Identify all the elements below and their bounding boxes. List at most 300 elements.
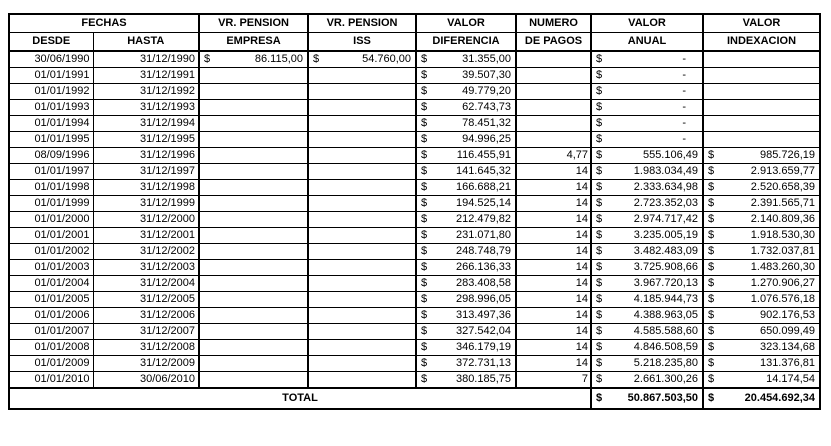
header-group: VALOR xyxy=(591,14,703,33)
cell-empresa xyxy=(199,292,308,308)
currency-symbol: $ xyxy=(421,341,428,353)
cell-anual xyxy=(591,276,703,292)
money-wrap xyxy=(592,132,702,147)
money-wrap xyxy=(704,292,819,307)
cell-hasta: 30/06/2010 xyxy=(93,372,199,389)
currency-symbol: $ xyxy=(596,373,603,385)
cell-desde: 30/06/1990 xyxy=(9,51,93,68)
cell-pagos: 14 xyxy=(516,308,591,324)
cell-iss xyxy=(308,51,416,68)
cell-desde: 01/01/1993 xyxy=(9,100,93,116)
money-wrap xyxy=(592,244,702,259)
money-wrap xyxy=(592,84,702,99)
amount-value: 248.748,79 xyxy=(455,245,512,257)
amount-value: - xyxy=(682,101,687,113)
cell-iss xyxy=(308,276,416,292)
amount-value: 14.174,54 xyxy=(766,373,816,385)
amount-value: - xyxy=(682,117,687,129)
table-row xyxy=(9,276,820,292)
amount-value: 298.996,05 xyxy=(455,293,512,305)
amount-value: 4.185.944,73 xyxy=(633,293,699,305)
cell-pagos xyxy=(516,51,591,68)
cell-hasta: 31/12/2003 xyxy=(93,260,199,276)
currency-symbol: $ xyxy=(421,213,428,225)
amount-value: 4.846.508,59 xyxy=(633,341,699,353)
money-wrap xyxy=(592,260,702,275)
cell-desde: 01/01/2006 xyxy=(9,308,93,324)
cell-hasta: 31/12/1992 xyxy=(93,84,199,100)
amount-value: 131.376,81 xyxy=(759,357,816,369)
cell-anual xyxy=(591,132,703,148)
cell-anual xyxy=(591,148,703,164)
cell-indexacion xyxy=(703,276,820,292)
cell-anual xyxy=(591,244,703,260)
amount-value: 54.760,00 xyxy=(362,53,412,65)
table-row xyxy=(9,132,820,148)
currency-symbol: $ xyxy=(708,277,715,289)
cell-desde: 01/01/1998 xyxy=(9,180,93,196)
amount-value: 86.115,00 xyxy=(254,53,304,65)
cell-pagos: 7 xyxy=(516,372,591,389)
cell-iss xyxy=(308,164,416,180)
cell-indexacion xyxy=(703,260,820,276)
amount-value: 31.355,00 xyxy=(462,53,512,65)
amount-value: 3.725.908,66 xyxy=(633,261,699,273)
currency-symbol: $ xyxy=(421,325,428,337)
money-wrap xyxy=(704,324,819,339)
money-wrap xyxy=(592,52,702,67)
currency-symbol: $ xyxy=(708,149,715,161)
cell-pagos: 14 xyxy=(516,164,591,180)
total-anual-cell xyxy=(591,388,703,409)
currency-symbol: $ xyxy=(596,309,603,321)
table-body xyxy=(9,51,820,388)
cell-anual xyxy=(591,324,703,340)
cell-indexacion xyxy=(703,84,820,100)
amount-value: 1.918.530,30 xyxy=(750,229,816,241)
currency-symbol: $ xyxy=(708,261,715,273)
cell-desde: 01/01/2010 xyxy=(9,372,93,389)
cell-indexacion xyxy=(703,356,820,372)
cell-empresa xyxy=(199,228,308,244)
money-wrap xyxy=(417,116,515,131)
cell-diferencia xyxy=(416,100,516,116)
cell-desde: 01/01/2000 xyxy=(9,212,93,228)
amount-value: - xyxy=(682,85,687,97)
currency-symbol: $ xyxy=(708,309,715,321)
cell-desde: 01/01/2008 xyxy=(9,340,93,356)
amount-value: 2.723.352,03 xyxy=(633,197,699,209)
amount-value: 985.726,19 xyxy=(759,149,816,161)
money-wrap xyxy=(592,196,702,211)
amount-value: 1.732.037,81 xyxy=(750,245,816,257)
cell-desde: 08/09/1996 xyxy=(9,148,93,164)
header-group: VR. PENSION xyxy=(308,14,416,33)
cell-iss xyxy=(308,372,416,389)
cell-empresa xyxy=(199,84,308,100)
cell-hasta: 31/12/2001 xyxy=(93,228,199,244)
currency-symbol: $ xyxy=(596,149,603,161)
cell-hasta: 31/12/2007 xyxy=(93,324,199,340)
cell-indexacion xyxy=(703,228,820,244)
amount-value: 313.497,36 xyxy=(455,309,512,321)
table-row xyxy=(9,212,820,228)
currency-symbol: $ xyxy=(421,53,428,65)
table-row xyxy=(9,180,820,196)
cell-indexacion xyxy=(703,51,820,68)
table-row xyxy=(9,228,820,244)
amount-value: 1.076.576,18 xyxy=(750,293,816,305)
cell-desde: 01/01/2003 xyxy=(9,260,93,276)
money-wrap xyxy=(592,100,702,115)
table-row xyxy=(9,68,820,84)
cell-anual xyxy=(591,100,703,116)
amount-value: 116.455,91 xyxy=(456,149,512,161)
money-wrap xyxy=(592,324,702,339)
cell-empresa xyxy=(199,324,308,340)
money-wrap xyxy=(592,148,702,163)
table-row xyxy=(9,356,820,372)
cell-empresa xyxy=(199,116,308,132)
cell-anual xyxy=(591,51,703,68)
currency-symbol: $ xyxy=(421,277,428,289)
amount-value: 2.391.565,71 xyxy=(750,197,816,209)
money-wrap xyxy=(417,372,515,387)
cell-iss xyxy=(308,116,416,132)
amount-value: 2.913.659,77 xyxy=(750,165,816,177)
cell-iss xyxy=(308,132,416,148)
cell-indexacion xyxy=(703,372,820,389)
cell-diferencia xyxy=(416,372,516,389)
currency-symbol: $ xyxy=(596,53,603,65)
amount-value: 266.136,33 xyxy=(455,261,512,273)
money-wrap xyxy=(309,52,415,67)
cell-anual xyxy=(591,116,703,132)
amount-value: 2.661.300,26 xyxy=(633,373,699,385)
cell-diferencia xyxy=(416,212,516,228)
currency-symbol: $ xyxy=(204,53,211,65)
cell-diferencia xyxy=(416,244,516,260)
cell-indexacion xyxy=(703,340,820,356)
money-wrap xyxy=(417,356,515,371)
currency-symbol: $ xyxy=(708,165,715,177)
cell-diferencia xyxy=(416,340,516,356)
money-wrap xyxy=(592,212,702,227)
table-header xyxy=(9,14,820,51)
table-row xyxy=(9,84,820,100)
cell-anual xyxy=(591,260,703,276)
cell-diferencia xyxy=(416,196,516,212)
column-header-indexacion: INDEXACION xyxy=(703,33,820,52)
currency-symbol: $ xyxy=(708,293,715,305)
money-wrap xyxy=(417,132,515,147)
cell-iss xyxy=(308,84,416,100)
cell-hasta: 31/12/1997 xyxy=(93,164,199,180)
cell-hasta: 31/12/2000 xyxy=(93,212,199,228)
currency-symbol: $ xyxy=(708,392,715,404)
cell-iss xyxy=(308,292,416,308)
currency-symbol: $ xyxy=(596,392,603,404)
cell-iss xyxy=(308,68,416,84)
amount-value: 1.270.906,27 xyxy=(750,277,816,289)
amount-value: 3.235.005,19 xyxy=(633,229,699,241)
money-wrap xyxy=(704,260,819,275)
cell-diferencia xyxy=(416,308,516,324)
cell-indexacion xyxy=(703,196,820,212)
cell-empresa xyxy=(199,100,308,116)
amount-value: 346.179,19 xyxy=(455,341,512,353)
total-anual-value: 50.867.503,50 xyxy=(627,392,699,404)
amount-value: 327.542,04 xyxy=(455,325,512,337)
cell-desde: 01/01/1991 xyxy=(9,68,93,84)
cell-hasta: 31/12/1996 xyxy=(93,148,199,164)
cell-desde: 01/01/2009 xyxy=(9,356,93,372)
total-indexacion-cell xyxy=(703,388,820,409)
cell-hasta: 31/12/1990 xyxy=(93,51,199,68)
cell-desde: 01/01/1992 xyxy=(9,84,93,100)
amount-value: 1.483.260,30 xyxy=(750,261,816,273)
currency-symbol: $ xyxy=(421,245,428,257)
money-wrap xyxy=(417,148,515,163)
cell-desde: 01/01/2002 xyxy=(9,244,93,260)
currency-symbol: $ xyxy=(596,341,603,353)
money-wrap xyxy=(592,372,702,387)
amount-value: 49.779,20 xyxy=(462,85,512,97)
currency-symbol: $ xyxy=(421,373,428,385)
money-wrap xyxy=(592,228,702,243)
cell-desde: 01/01/2004 xyxy=(9,276,93,292)
currency-symbol: $ xyxy=(596,197,603,209)
currency-symbol: $ xyxy=(596,101,603,113)
currency-symbol: $ xyxy=(596,69,603,81)
column-header-iss: ISS xyxy=(308,33,416,52)
cell-anual xyxy=(591,180,703,196)
table-footer xyxy=(9,388,820,409)
currency-symbol: $ xyxy=(596,229,603,241)
money-wrap xyxy=(704,164,819,179)
money-wrap xyxy=(417,180,515,195)
cell-pagos: 14 xyxy=(516,260,591,276)
cell-indexacion xyxy=(703,244,820,260)
money-wrap xyxy=(417,100,515,115)
column-header-pagos: DE PAGOS xyxy=(516,33,591,52)
amount-value: 212.479,82 xyxy=(455,213,512,225)
money-wrap xyxy=(592,116,702,131)
cell-pagos: 14 xyxy=(516,356,591,372)
cell-pagos: 14 xyxy=(516,244,591,260)
money-wrap xyxy=(417,308,515,323)
cell-diferencia xyxy=(416,276,516,292)
cell-diferencia xyxy=(416,260,516,276)
table-row xyxy=(9,292,820,308)
cell-empresa xyxy=(199,196,308,212)
amount-value: 4.388.963,05 xyxy=(633,309,699,321)
amount-value: 78.451,32 xyxy=(462,117,512,129)
header-group: VR. PENSION xyxy=(199,14,308,33)
amount-value: 2.520.658,39 xyxy=(750,181,816,193)
header-row-groups xyxy=(9,14,820,33)
money-wrap xyxy=(704,372,819,387)
cell-anual xyxy=(591,356,703,372)
cell-indexacion xyxy=(703,68,820,84)
table-row xyxy=(9,244,820,260)
cell-anual xyxy=(591,340,703,356)
amount-value: 94.996,25 xyxy=(462,133,512,145)
currency-symbol: $ xyxy=(708,229,715,241)
cell-anual xyxy=(591,164,703,180)
currency-symbol: $ xyxy=(421,293,428,305)
currency-symbol: $ xyxy=(313,53,320,65)
cell-empresa xyxy=(199,68,308,84)
currency-symbol: $ xyxy=(596,181,603,193)
money-wrap xyxy=(417,292,515,307)
cell-indexacion xyxy=(703,180,820,196)
cell-desde: 01/01/1997 xyxy=(9,164,93,180)
cell-pagos: 14 xyxy=(516,324,591,340)
cell-indexacion xyxy=(703,308,820,324)
cell-hasta: 31/12/2002 xyxy=(93,244,199,260)
cell-diferencia xyxy=(416,356,516,372)
cell-iss xyxy=(308,244,416,260)
money-wrap xyxy=(704,196,819,211)
currency-symbol: $ xyxy=(596,213,603,225)
amount-value: - xyxy=(682,69,687,81)
currency-symbol: $ xyxy=(596,261,603,273)
table-row xyxy=(9,51,820,68)
cell-pagos xyxy=(516,132,591,148)
cell-anual xyxy=(591,212,703,228)
header-group: VALOR xyxy=(416,14,516,33)
cell-pagos: 14 xyxy=(516,340,591,356)
money-wrap xyxy=(417,260,515,275)
amount-value: 902.176,53 xyxy=(759,309,816,321)
cell-pagos: 14 xyxy=(516,196,591,212)
header-group: NUMERO xyxy=(516,14,591,33)
cell-pagos xyxy=(516,100,591,116)
cell-desde: 01/01/2005 xyxy=(9,292,93,308)
cell-hasta: 31/12/2006 xyxy=(93,308,199,324)
cell-indexacion xyxy=(703,324,820,340)
cell-anual xyxy=(591,228,703,244)
currency-symbol: $ xyxy=(708,197,715,209)
currency-symbol: $ xyxy=(596,133,603,145)
cell-hasta: 31/12/1993 xyxy=(93,100,199,116)
amount-value: 194.525,14 xyxy=(455,197,512,209)
cell-empresa xyxy=(199,132,308,148)
cell-empresa xyxy=(199,260,308,276)
money-wrap xyxy=(417,68,515,83)
currency-symbol: $ xyxy=(421,69,428,81)
currency-symbol: $ xyxy=(421,133,428,145)
cell-diferencia xyxy=(416,324,516,340)
money-wrap xyxy=(592,340,702,355)
currency-symbol: $ xyxy=(708,341,715,353)
currency-symbol: $ xyxy=(596,293,603,305)
money-wrap xyxy=(592,180,702,195)
currency-symbol: $ xyxy=(421,165,428,177)
money-wrap xyxy=(592,389,702,408)
cell-empresa xyxy=(199,308,308,324)
cell-desde: 01/01/1994 xyxy=(9,116,93,132)
table-row xyxy=(9,196,820,212)
money-wrap xyxy=(417,228,515,243)
cell-pagos xyxy=(516,116,591,132)
currency-symbol: $ xyxy=(708,357,715,369)
amount-value: 372.731,13 xyxy=(455,357,512,369)
amount-value: - xyxy=(682,53,687,65)
cell-empresa xyxy=(199,148,308,164)
currency-symbol: $ xyxy=(596,277,603,289)
money-wrap xyxy=(592,308,702,323)
cell-pagos xyxy=(516,84,591,100)
currency-symbol: $ xyxy=(421,149,428,161)
cell-iss xyxy=(308,228,416,244)
cell-empresa xyxy=(199,244,308,260)
cell-empresa xyxy=(199,340,308,356)
cell-empresa xyxy=(199,372,308,389)
currency-symbol: $ xyxy=(421,181,428,193)
table-row xyxy=(9,372,820,389)
cell-hasta: 31/12/2009 xyxy=(93,356,199,372)
money-wrap xyxy=(704,180,819,195)
money-wrap xyxy=(417,212,515,227)
money-wrap xyxy=(417,164,515,179)
money-wrap xyxy=(417,244,515,259)
total-row xyxy=(9,388,820,409)
cell-diferencia xyxy=(416,51,516,68)
amount-value: 1.983.034,49 xyxy=(633,165,699,177)
amount-value: 3.482.483,09 xyxy=(633,245,699,257)
cell-iss xyxy=(308,196,416,212)
cell-hasta: 31/12/1995 xyxy=(93,132,199,148)
currency-symbol: $ xyxy=(708,245,715,257)
amount-value: 3.967.720,13 xyxy=(633,277,699,289)
money-wrap xyxy=(704,228,819,243)
cell-iss xyxy=(308,324,416,340)
cell-diferencia xyxy=(416,132,516,148)
currency-symbol: $ xyxy=(596,117,603,129)
column-header-empresa: EMPRESA xyxy=(199,33,308,52)
cell-iss xyxy=(308,148,416,164)
money-wrap xyxy=(417,276,515,291)
cell-diferencia xyxy=(416,228,516,244)
cell-hasta: 31/12/1994 xyxy=(93,116,199,132)
cell-indexacion xyxy=(703,292,820,308)
cell-empresa xyxy=(199,276,308,292)
money-wrap xyxy=(704,148,819,163)
cell-indexacion xyxy=(703,100,820,116)
table-row xyxy=(9,260,820,276)
cell-diferencia xyxy=(416,84,516,100)
cell-desde: 01/01/2001 xyxy=(9,228,93,244)
total-label: TOTAL xyxy=(9,388,591,409)
money-wrap xyxy=(417,84,515,99)
currency-symbol: $ xyxy=(596,85,603,97)
cell-diferencia xyxy=(416,116,516,132)
cell-indexacion xyxy=(703,132,820,148)
amount-value: 2.140.809,36 xyxy=(750,213,816,225)
currency-symbol: $ xyxy=(596,357,603,369)
cell-indexacion xyxy=(703,164,820,180)
pension-calculation-table xyxy=(8,13,821,410)
table-row xyxy=(9,340,820,356)
column-header-desde: DESDE xyxy=(9,33,93,52)
cell-hasta: 31/12/2004 xyxy=(93,276,199,292)
cell-pagos: 14 xyxy=(516,180,591,196)
currency-symbol: $ xyxy=(596,325,603,337)
currency-symbol: $ xyxy=(421,357,428,369)
money-wrap xyxy=(704,356,819,371)
